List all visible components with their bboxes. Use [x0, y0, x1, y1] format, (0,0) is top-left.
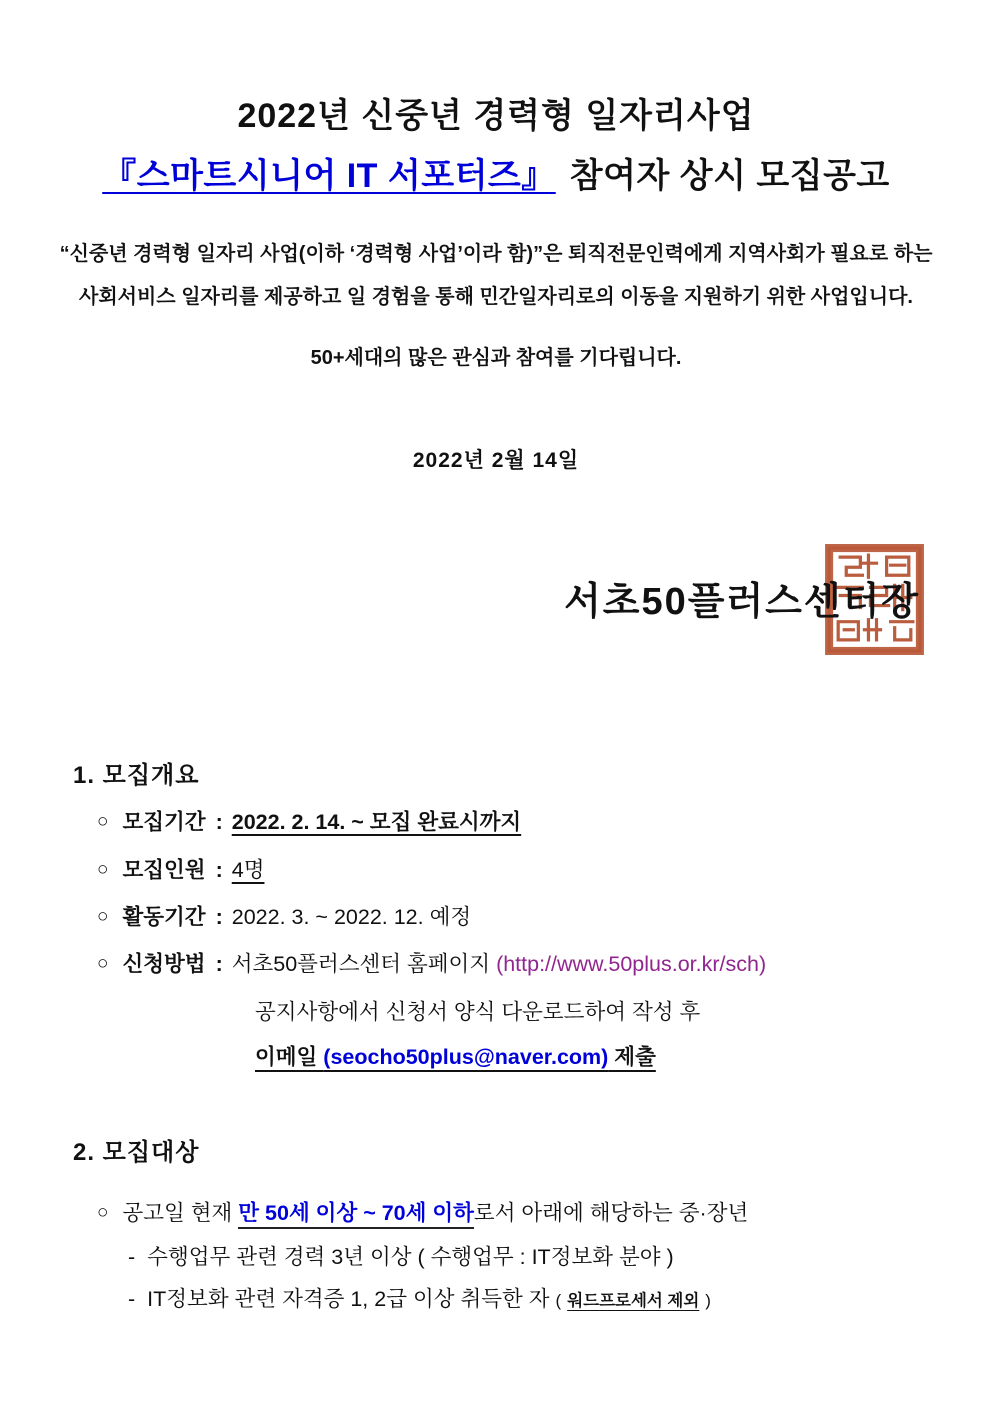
sub-item-text: 수행업무 관련 경력 3년 이상 ( 수행업무 : IT정보화 분야 ): [147, 1245, 674, 1269]
colon-separator: :: [215, 952, 223, 976]
eligibility-age-range: 만 50세 이상 ~ 70세 이하: [238, 1201, 474, 1229]
bullet-circle-icon: ○: [97, 906, 109, 927]
appeal-line: 50+세대의 많은 관심과 참여를 기다립니다.: [310, 347, 682, 369]
announcement-date: 2022년 2월 14일: [412, 449, 580, 472]
title-suffix: 참여자 상시 모집공고: [569, 157, 890, 195]
eligibility-prefix: 공고일 현재: [122, 1201, 239, 1225]
apply-method-value: 서초50플러스센터 홈페이지: [231, 952, 497, 976]
apply-method-line3: [255, 1040, 656, 1071]
colon-separator: :: [215, 905, 223, 929]
recruit-count-value: 4명: [231, 858, 265, 882]
eligibility-row: [97, 1196, 748, 1227]
apply-method-row: [97, 947, 766, 978]
activity-period-label: 활동기간: [122, 905, 206, 929]
exclusion-note-text: 워드프로세서 제외: [567, 1292, 700, 1310]
paren-open: (: [555, 1291, 562, 1310]
paren-close: ): [705, 1291, 711, 1310]
bullet-circle-icon: ○: [97, 859, 109, 880]
section1-heading: 1. 모집개요: [73, 762, 200, 789]
sub-item-text: IT정보화 관련 자격증 1, 2급 이상 취득한 자: [147, 1287, 550, 1311]
eligibility-sub-item: [128, 1240, 674, 1271]
activity-period-value: 2022. 3. ~ 2022. 12. 예정: [231, 905, 472, 929]
signature-title: 서초50플러스센터장: [564, 581, 920, 623]
apply-method-label: 신청방법: [122, 952, 206, 976]
apply-method-line2: 공지사항에서 신청서 양식 다운로드하여 작성 후: [255, 1000, 701, 1024]
recruit-period-value: 2022. 2. 14. ~ 모집 완료시까지: [231, 810, 522, 834]
document-title-line2: [0, 148, 992, 197]
recruit-count-row: [97, 853, 264, 884]
eligibility-suffix: 로서 아래에 해당하는 중·장년: [473, 1201, 749, 1225]
recruit-period-label: 모집기간: [122, 810, 206, 834]
bullet-circle-icon: ○: [97, 953, 109, 974]
document-title-line1: 2022년 신중년 경력형 일자리사업: [237, 97, 755, 135]
colon-separator: :: [215, 858, 223, 882]
recruit-period-row: [97, 805, 521, 836]
email-prefix: 이메일: [255, 1045, 324, 1069]
bullet-circle-icon: ○: [97, 811, 109, 832]
colon-separator: :: [215, 810, 223, 834]
eligibility-sub-item: [128, 1282, 711, 1313]
title-program-name: 『스마트시니어 IT 서포터즈』: [102, 157, 556, 195]
activity-period-row: [97, 900, 471, 931]
exclusion-note: [556, 1291, 711, 1310]
intro-paragraph-line2: 사회서비스 일자리를 제공하고 일 경험을 통해 민간일자리로의 이동을 지원하기 위한 사업입니다.: [79, 286, 913, 308]
dash-bullet: -: [128, 1245, 136, 1269]
bullet-circle-icon: ○: [97, 1202, 109, 1223]
dash-bullet: -: [128, 1287, 136, 1311]
email-suffix: 제출: [608, 1045, 656, 1069]
section2-heading: 2. 모집대상: [73, 1139, 200, 1166]
intro-paragraph-line1: “신중년 경력형 일자리 사업(이하 ‘경력형 사업’이라 함)”은 퇴직전문인력에게 지역사회가 필요로 하는: [59, 243, 933, 265]
recruit-count-label: 모집인원: [122, 858, 206, 882]
email-link[interactable]: (seocho50plus@naver.com): [323, 1045, 609, 1069]
website-link[interactable]: (http://www.50plus.or.kr/sch): [496, 952, 767, 976]
